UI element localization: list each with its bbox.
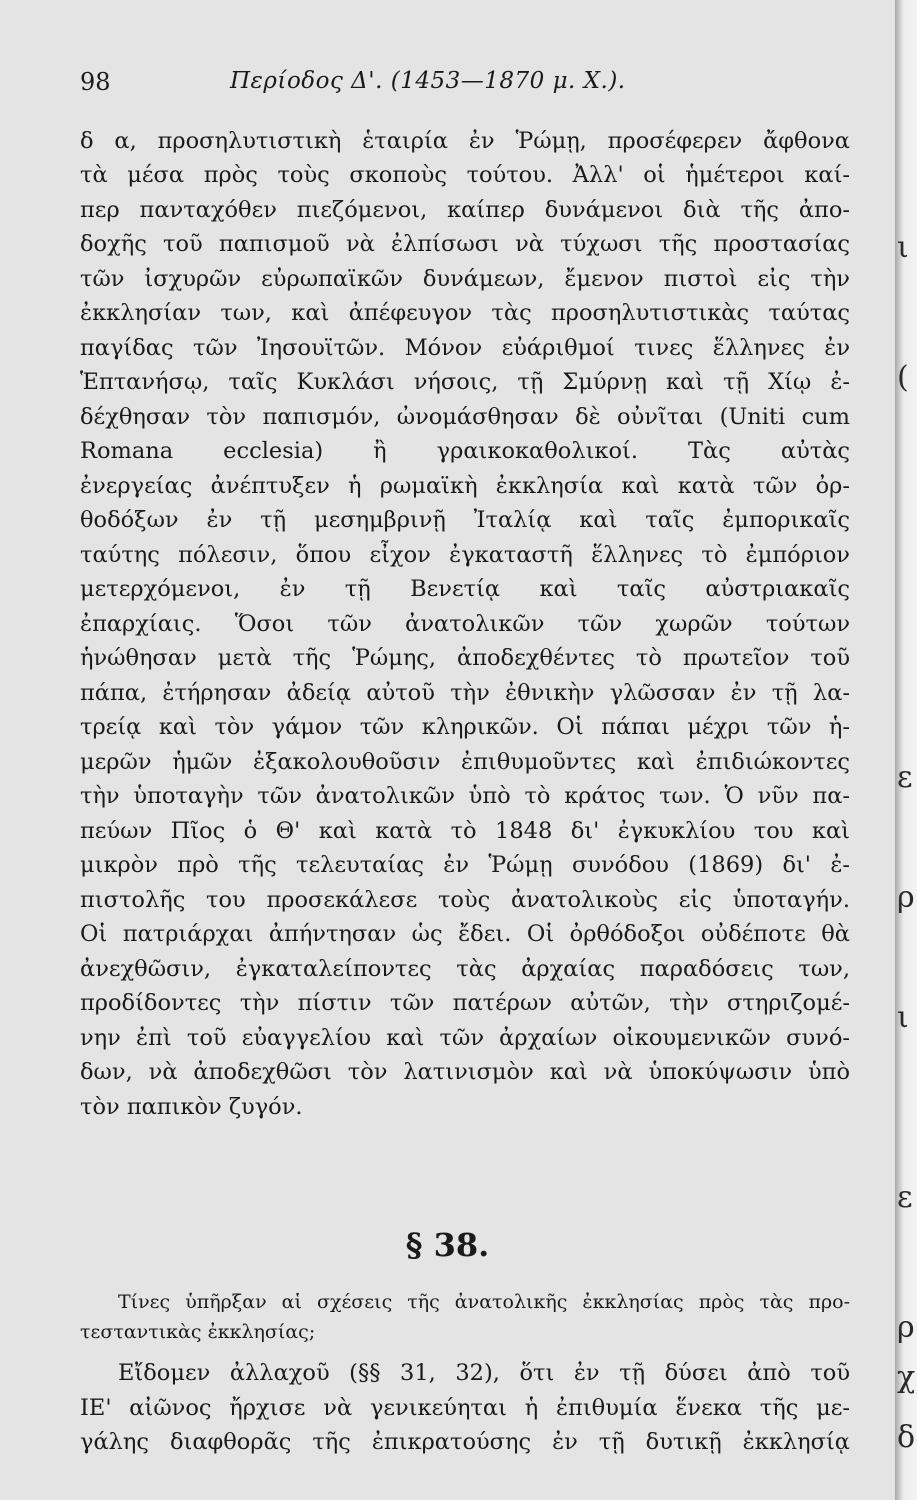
body-line: ἐκκλησίαν των, καὶ ἀπέφευγον τὰς προσηλυτιστικὰς ταύτας xyxy=(80,300,850,326)
facing-page-fragment: ρ xyxy=(897,880,915,915)
body-line: Romana ecclesia) ἢ γραικοκαθολικοί. Τὰς αὐτὰς xyxy=(80,438,850,464)
body-line: τὸν παπικὸν ζυγόν. xyxy=(80,1094,303,1120)
body-line: δέχθησαν τὸν παπισμόν, ὠνομάσθησαν δὲ οὐνῖται (Uniti cum xyxy=(80,404,850,430)
page-number: 98 xyxy=(80,68,111,96)
body-line: πάπα, ἐτήρησαν ἀδείᾳ αὐτοῦ τὴν ἐθνικὴν γλῶσσαν ἐν τῇ λα- xyxy=(80,680,850,706)
facing-page-fragment: δ xyxy=(897,1420,916,1455)
body-line: πιστολῆς του προσεκάλεσε τοὺς ἀνατολικοὺς εἰς ὑποταγήν. xyxy=(80,887,850,913)
facing-page-edge xyxy=(895,0,917,1500)
body-line: ἐνεργείας ἀνέπτυξεν ἡ ρωμαϊκὴ ἐκκλησία καὶ κατὰ τῶν ὀρ- xyxy=(80,473,850,499)
body-line: μερῶν ἡμῶν ἐξακολουθοῦσιν ἐπιθυμοῦντες καὶ ἐπιδιώκοντες xyxy=(80,749,850,775)
body-line: τρείᾳ καὶ τὸν γάμον τῶν κληρικῶν. Οἱ πάπαι μέχρι τῶν ἡ- xyxy=(80,714,850,740)
body-line: προδίδοντες τὴν πίστιν τῶν πατέρων αὐτῶν, τὴν στηριζομέ- xyxy=(80,990,850,1016)
body-line: μικρὸν πρὸ τῆς τελευταίας ἐν Ῥώμῃ συνόδου (1869) δι' ἐ- xyxy=(80,852,850,878)
body-line: μετερχόμενοι, ἐν τῇ Βενετίᾳ καὶ ταῖς αὐστριακαῖς xyxy=(80,576,850,602)
section-question: τεσταντικὰς ἐκκλησίας; xyxy=(80,1321,316,1343)
body-line: περ πανταχόθεν πιεζόμενοι, καίπερ δυνάμενοι διὰ τῆς ἀπο- xyxy=(80,197,850,223)
facing-page-fragment: ε xyxy=(897,760,913,795)
body-line: τῶν ἰσχυρῶν εὐρωπαϊκῶν δυνάμεων, ἔμενον πιστοὶ εἰς τὴν xyxy=(80,266,850,292)
body-line: θοδόξων ἐν τῇ μεσημβρινῇ Ἰταλίᾳ καὶ ταῖς ἐμπορικαῖς xyxy=(80,507,850,533)
body-line: Ἑπτανήσῳ, ταῖς Κυκλάσι νήσοις, τῇ Σμύρνῃ καὶ τῇ Χίῳ ἐ- xyxy=(80,369,850,395)
section-question: Τίνες ὑπῆρξαν αἱ σχέσεις τῆς ἀνατολικῆς ἐκκλησίας πρὸς τὰς προ- xyxy=(118,1291,850,1313)
body-line: ἀνεχθῶσιν, ἐγκαταλείποντες τὰς ἀρχαίας παραδόσεις των, xyxy=(80,956,850,982)
body-line: τὰ μέσα πρὸς τοὺς σκοποὺς τούτου. Ἀλλ' οἱ ἡμέτεροι καί- xyxy=(80,162,850,188)
facing-page-fragment: χ xyxy=(897,1360,916,1395)
body-line: Οἱ πατριάρχαι ἀπήντησαν ὡς ἔδει. Οἱ ὀρθόδοξοι οὐδέποτε θὰ xyxy=(80,921,850,947)
body-line: ἐπαρχίαις. Ὅσοι τῶν ἀνατολικῶν τῶν χωρῶν τούτων xyxy=(80,611,850,637)
body-line: νην ἐπὶ τοῦ εὐαγγελίου καὶ τῶν ἀρχαίων οἰκουμενικῶν συνό- xyxy=(80,1025,850,1051)
body-line: γάλης διαφθορᾶς τῆς ἐπικρατούσης ἐν τῇ δυτικῇ ἐκκλησίᾳ xyxy=(80,1429,850,1455)
section-heading: § 38. xyxy=(405,1226,490,1264)
facing-page-fragment: ε xyxy=(897,1180,913,1215)
body-line: ταύτης πόλεσιν, ὅπου εἶχον ἐγκαταστῆ ἕλληνες τὸ ἐμπόριον xyxy=(80,542,850,568)
body-line: Εἴδομεν ἀλλαχοῦ (§§ 31, 32), ὅτι ἐν τῇ δύσει ἀπὸ τοῦ xyxy=(118,1360,850,1386)
body-line: πεύων Πῖος ὁ Θ' καὶ κατὰ τὸ 1848 δι' ἐγκυκλίου του καὶ xyxy=(80,818,850,844)
body-line: παγίδας τῶν Ἰησουϊτῶν. Μόνον εὐάριθμοί τινες ἕλληνες ἐν xyxy=(80,335,850,361)
body-line: ἡνώθησαν μετὰ τῆς Ῥώμης, ἀποδεχθέντες τὸ πρωτεῖον τοῦ xyxy=(80,645,850,671)
facing-page-fragment: ( xyxy=(897,360,909,395)
body-line: δ α, προσηλυτιστικὴ ἑταιρία ἐν Ῥώμῃ, προσέφερεν ἄφθονα xyxy=(80,128,850,154)
running-title: Περίοδος Δ'. (1453—1870 μ. Χ.). xyxy=(230,68,626,94)
body-line: τὴν ὑποταγὴν τῶν ἀνατολικῶν ὑπὸ τὸ κράτος των. Ὁ νῦν πα- xyxy=(80,783,850,809)
body-line: δοχῆς τοῦ παπισμοῦ νὰ ἐλπίσωσι νὰ τύχωσι τῆς προστασίας xyxy=(80,231,850,257)
facing-page-fragment: ι xyxy=(897,1000,909,1035)
facing-page-fragment: ρ xyxy=(897,1310,915,1345)
body-line: ΙΕ' αἰῶνος ἤρχισε νὰ γενικεύηται ἡ ἐπιθυμία ἕνεκα τῆς με- xyxy=(80,1395,850,1421)
facing-page-fragment: ι xyxy=(897,230,909,265)
running-head xyxy=(80,68,850,102)
body-line: δων, νὰ ἀποδεχθῶσι τὸν λατινισμὸν καὶ νὰ ὑποκύψωσιν ὑπὸ xyxy=(80,1059,850,1085)
